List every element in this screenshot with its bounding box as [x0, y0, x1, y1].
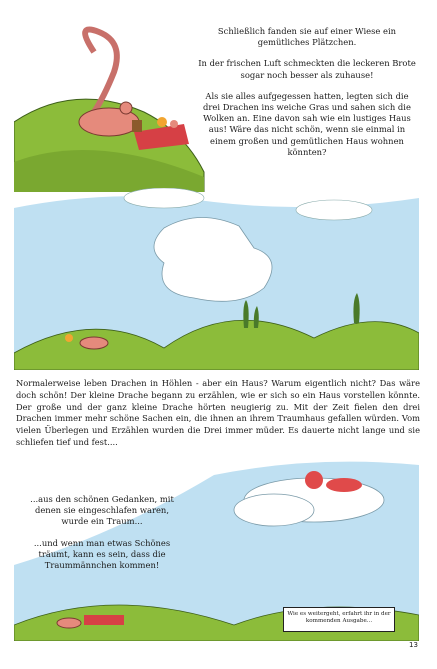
story-text-middle: Normalerweise leben Drachen in Höhlen - aber ein Haus? Warum eigentlich nicht? Das wäre doch schön! Der kleine Drache begann zu erzählen, wie er sich so ein Haus vorstellen könnte. Der große und der ganz kleine Drache hörten neugierig zu. Mit der Zeit fielen den drei Drachen immer mehr schöne Sachen ein, die ihnen an ihrem Traumhaus gefallen würden. Vom vielen Überlegen und Erzählen wurden die Drei immer müder. Es dauerte nicht lange und sie schliefen tief und fest.... — [16, 378, 420, 447]
paragraph-3: Als sie alles aufgegessen hatten, legten sich die drei Drachen ins weiche Gras und sahen sich die Wolken an. Eine davon sah wie ein lustiges Haus aus! Wäre das nicht schön, wenn sie einmal in einem großen und gemütlichen Haus wohnen könnten? — [203, 90, 411, 157]
paragraph-4: ...aus den schönen Gedanken, mit denen sie eingeschlafen waren, wurde ein Traum... — [30, 494, 174, 527]
paragraph-2: In der frischen Luft schmeckten die leckeren Brote sogar noch besser als zuhause! — [198, 58, 416, 80]
paragraph-1: Schließlich fanden sie auf einer Wiese ein gemütliches Plätzchen. — [217, 26, 397, 48]
cloud-house-panel — [14, 188, 419, 370]
cloud-sky-illustration — [14, 188, 419, 370]
page-number: 13 — [409, 641, 418, 649]
story-text-top — [196, 26, 418, 168]
story-text-bottom — [24, 494, 180, 581]
caption-box: Wie es weitergeht, erfahrt ihr in der kommenden Ausgabe... — [283, 607, 395, 632]
paragraph-5: ...und wenn man etwas Schönes träumt, kann es sein, dass die Traummännchen kommen! — [33, 537, 171, 571]
